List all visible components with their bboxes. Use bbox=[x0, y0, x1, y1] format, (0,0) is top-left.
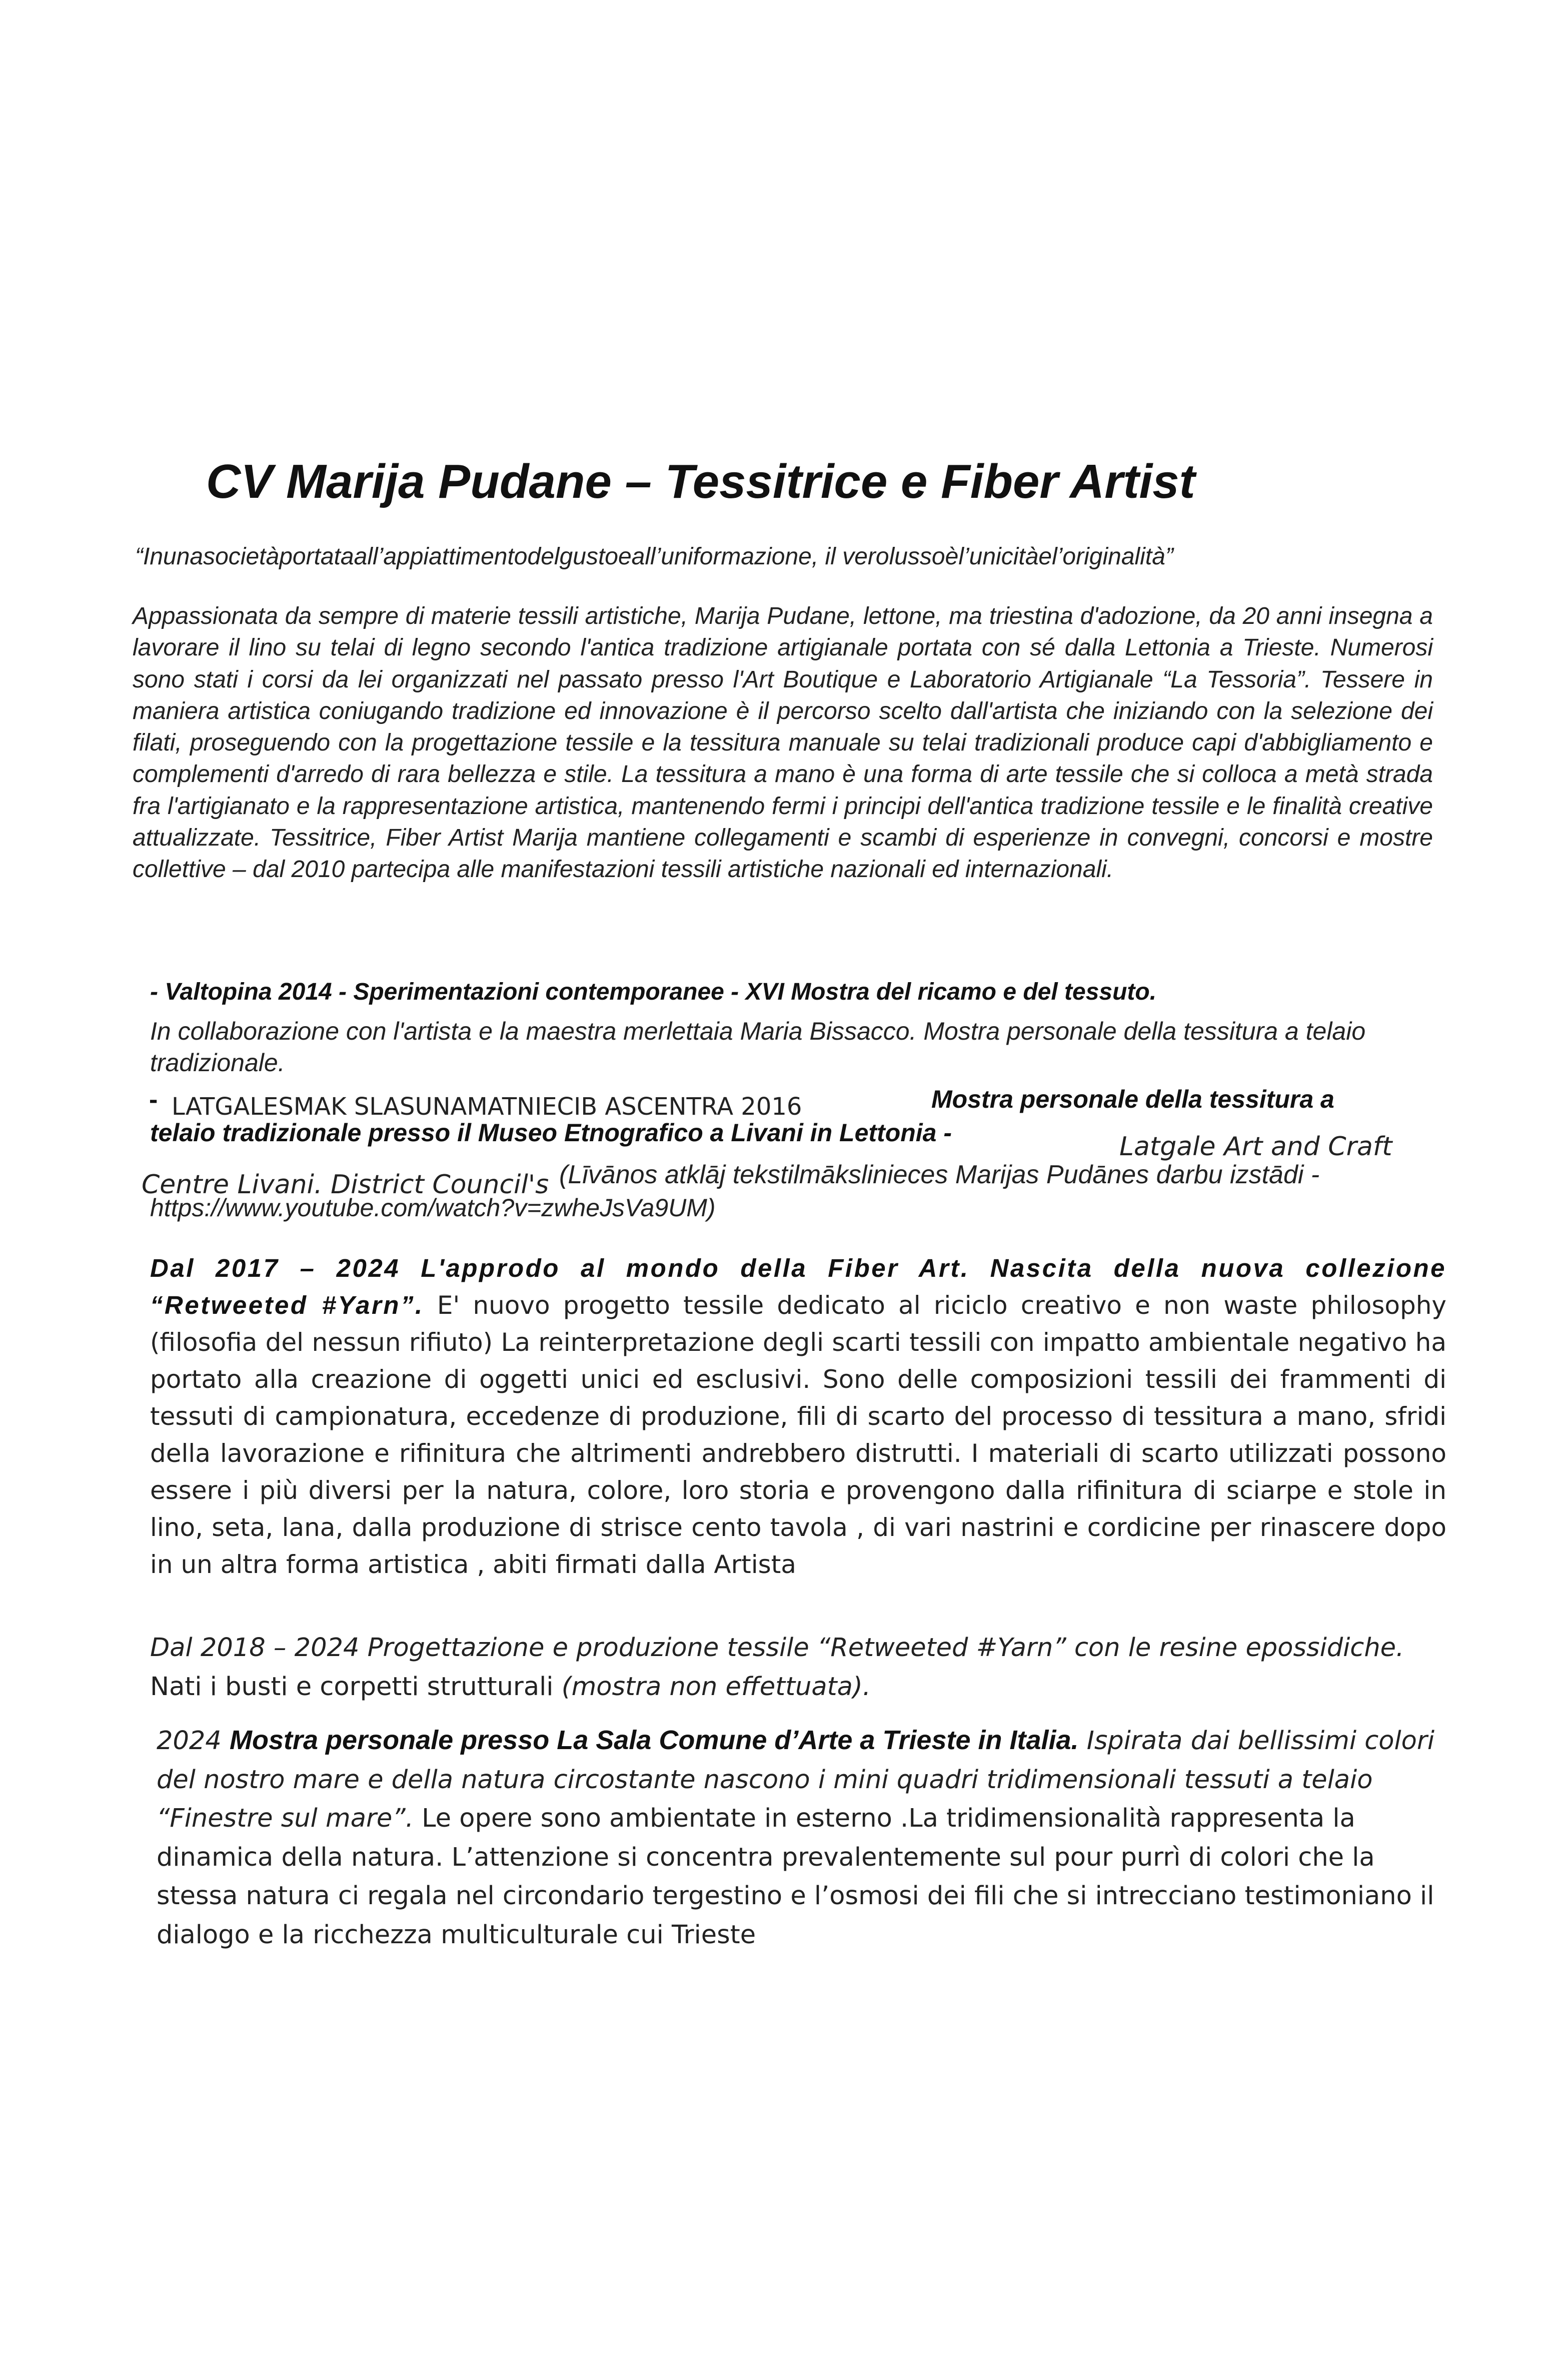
fiber-art-paragraph bbox=[150, 1250, 1446, 1583]
latgale-centre: Centre Livani. District Council's bbox=[142, 1170, 549, 1200]
latgale-video-link[interactable]: https://www.youtube.com/watch?v=zwheJsVa9UM) bbox=[150, 1194, 716, 1222]
latgale-dash: - bbox=[149, 1085, 158, 1114]
fiber-art-text: E' nuovo progetto tessile dedicato al riciclo creativo e non waste philosophy (filosofia del nessun rifiuto) La reinterpretazione degli scarti tessili con impatto ambientale negativo ha portato alla creazione di oggetti unici ed esclusivi. Sono delle composizioni tessili dei frammenti di tessuti di campionatura, eccedenze di produzione, fili di scarto del processo di tessitura a mano, sfridi della lavorazione e rifinitura che altrimenti andrebbero distrutti. I materiali di scarto utilizzati possono essere i più diversi per la natura, colore, loro storia e provengono dalla rifinitura di sciarpe e stole in lino, seta, lana, dalla produzione di strisce cento tavola , di vari nastrini e cordicine per rinascere dopo in un altra forma artistica , abiti firmati dalla Artista bbox=[150, 1291, 1446, 1579]
sala-comune-paragraph bbox=[157, 1721, 1457, 1954]
latgale-caps-title: LATGALESMAK SLASUNAMATNIECIB ASCENTRA 2016 bbox=[172, 1093, 802, 1121]
intro-paragraph: Appassionata da sempre di materie tessili artistiche, Marija Pudane, lettone, ma triestina d'adozione, da 20 anni insegna a lavorare il lino su telai di legno secondo l'antica tradizione artigianale portata con sé dalla Lettonia a Trieste. Numerosi sono stati i corsi da lei organizzati nel passato presso l'Art Boutique e Laboratorio Artigianale “La Tessoria”. Tessere in maniera artistica coniugando tradizione ed innovazione è il percorso scelto dall'artista che iniziando con la selezione dei filati, proseguendo con la progettazione tessile e la tessitura manuale su telai tradizionali produce capi d'abbigliamento e complementi d'arredo di rara bellezza e stile. La tessitura a mano è una forma di arte tessile che si colloca a metà strada fra l'artigianato e la rappresentazione artistica, mantenendo fermi i principi dell'antica tradizione tessile e le finalità creative attualizzate. Tessitrice, Fiber Artist Marija mantiene collegamenti e scambi di esperienze in convegni, concorsi e mostre collettive – dal 2010 partecipa alle manifestazioni tessili artistiche nazionali ed internazionali. bbox=[133, 603, 1433, 883]
page-title: CV Marija Pudane – Tessitrice e Fiber Artist bbox=[206, 455, 1195, 508]
sala-headline: Mostra personale presso La Sala Comune d’Arte a Trieste in Italia. bbox=[230, 1725, 1079, 1755]
valtopina-heading: - Valtopina 2014 - Sperimentazioni contemporanee - XVI Mostra del ricamo e del tessuto. bbox=[150, 979, 1157, 1005]
resine-paragraph bbox=[150, 1629, 1480, 1707]
latgale-livanos: (Līvānos atklāj tekstilmākslinieces Marijas Pudānes darbu izstādi - bbox=[559, 1160, 1320, 1189]
resine-line-2-plain: Nati i busti e corpetti strutturali bbox=[150, 1672, 562, 1702]
sala-year: 2024 bbox=[157, 1726, 230, 1756]
resine-line-2 bbox=[150, 1668, 1480, 1707]
quote: “Inunasocietàportataall’appiattimentodelgustoeall’uniformazione, il verolussoèl’unicitàel’originalità” bbox=[135, 543, 1173, 570]
latgale-telaio: telaio tradizionale presso il Museo Etnografico a Livani in Lettonia - bbox=[150, 1119, 952, 1147]
sala-text: Le opere sono ambientate in esterno .La tridimensionalità rappresenta la dinamica della natura. L’attenzione si concentra prevalentemente sul pour purrì di colori che la stessa natura ci regala nel circondario tergestino e l’osmosi dei fili che si intrecciano testimoniano il dialogo e la ricchezza multiculturale cui Trieste bbox=[157, 1804, 1434, 1950]
resine-line-1: Dal 2018 – 2024 Progettazione e produzione tessile “Retweeted #Yarn” con le resine epossidiche. bbox=[150, 1633, 1404, 1663]
sala-italic: Ispirata dai bellissimi colori del nostro mare e della natura circostante nascono i mini quadri tridimensionali tessuti a telaio “Finestre sul mare”. bbox=[157, 1726, 1434, 1833]
valtopina-text: In collaborazione con l'artista e la maestra merlettaia Maria Bissacco. Mostra personale della tessitura a telaio tradizionale. bbox=[150, 1017, 1366, 1077]
resine-line-2-italic: (mostra non effettuata). bbox=[561, 1672, 871, 1702]
latgale-mostra: Mostra personale della tessitura a bbox=[931, 1085, 1334, 1113]
fiber-art-lead: Dal 2017 – 2024 L'approdo al mondo della Fiber Art. Nascita della nuova collezione “Retweeted #Yarn”. bbox=[150, 1254, 1446, 1319]
latgale-craft: Latgale Art and Craft bbox=[1119, 1132, 1392, 1162]
